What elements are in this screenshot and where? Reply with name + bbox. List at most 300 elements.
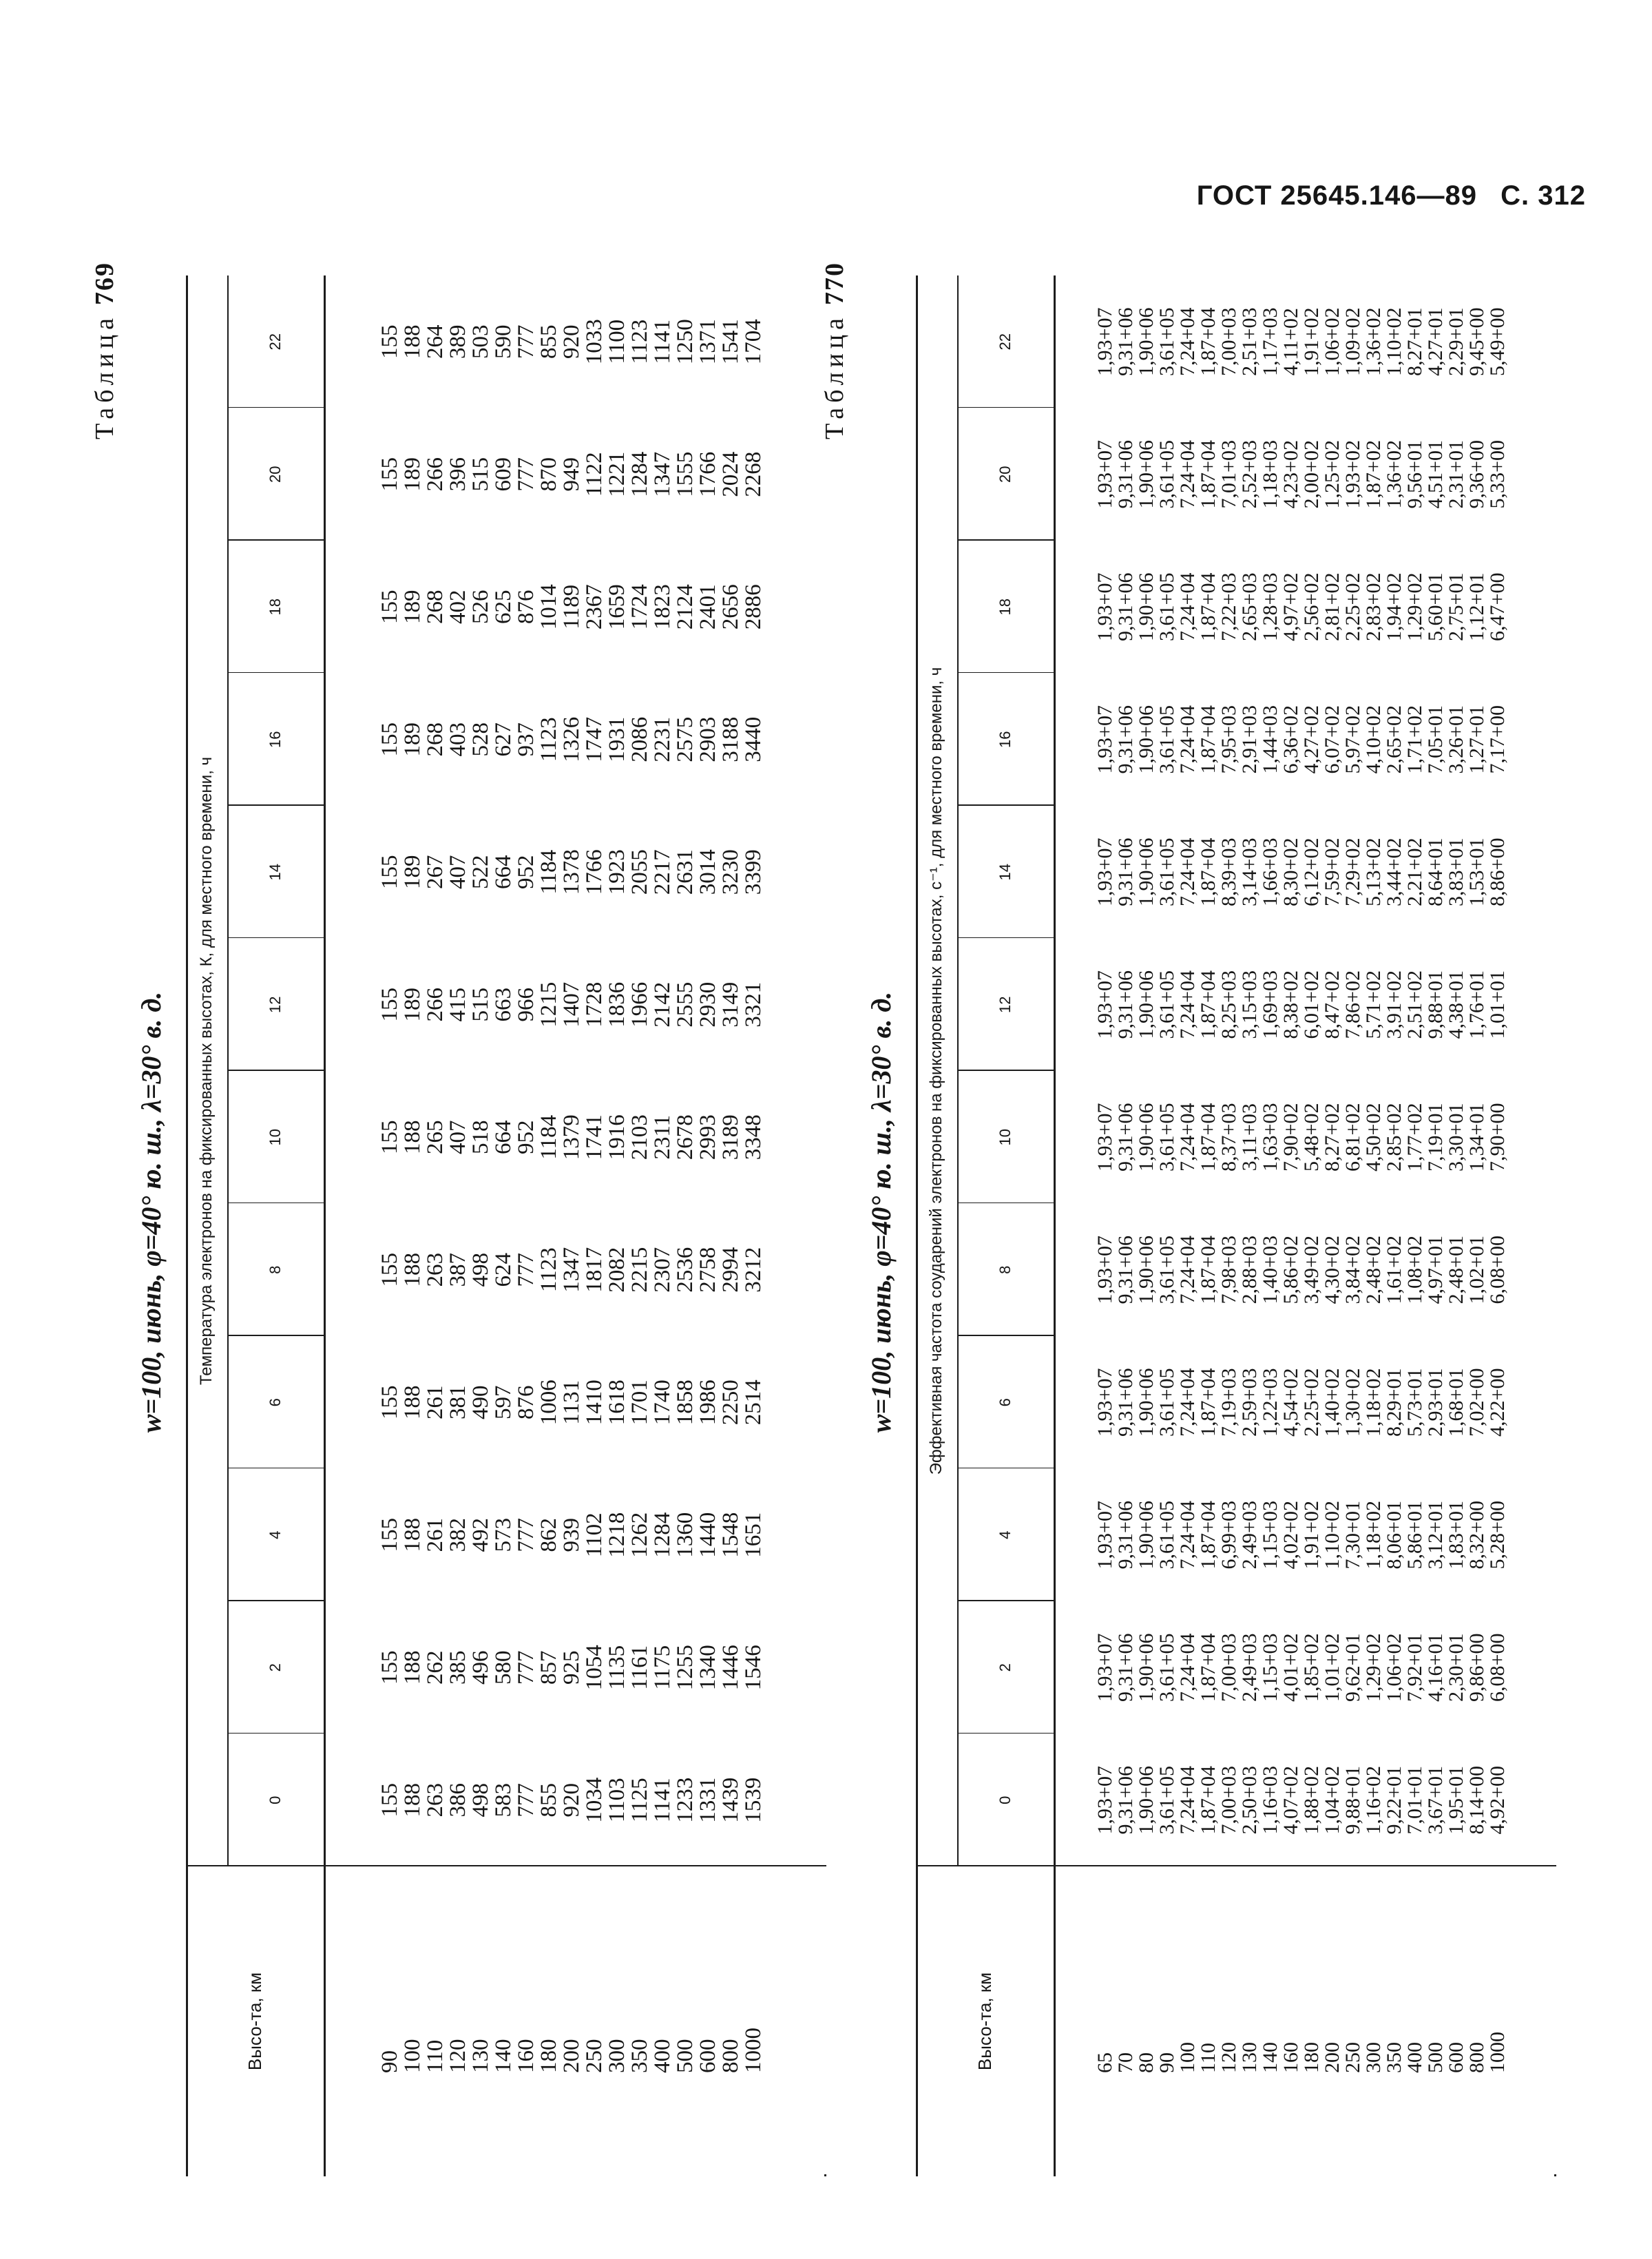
height-cell: 300 [1362,2042,1385,2073]
value-cell: 3014 [695,849,720,895]
value-cell: 1651 [740,1512,766,1558]
height-cell: 160 [513,2039,539,2073]
value-cell: 8,06+01 [1383,1501,1405,1570]
value-cell: 1,18+02 [1362,1368,1385,1437]
value-cell: 4,30+02 [1321,1236,1343,1304]
value-cell: 1,10+02 [1383,307,1405,376]
value-cell: 407 [445,855,470,889]
value-cell: 1546 [740,1645,766,1691]
value-cell: 155 [377,1253,402,1287]
height-cell: 65 [1094,2052,1116,2073]
value-cell: 3,14+03 [1238,837,1261,906]
hour-header: 2 [266,1663,284,1672]
value-cell: 1378 [558,849,584,895]
value-cell: 1221 [604,451,629,497]
value-cell: 9,31+06 [1114,440,1137,509]
value-cell: 4,92+00 [1486,1766,1509,1835]
value-cell: 1347 [558,1247,584,1293]
value-cell: 2656 [718,584,743,630]
value-cell: 9,31+06 [1114,837,1137,906]
value-cell: 9,36+00 [1465,440,1488,509]
value-cell: 407 [445,1120,470,1154]
hour-header: 12 [996,996,1014,1013]
value-cell: 7,86+02 [1341,970,1364,1039]
hour-header: 6 [996,1398,1014,1407]
value-cell: 1,40+03 [1259,1236,1282,1304]
value-cell: 7,00+03 [1217,307,1240,376]
value-cell: 2024 [718,451,743,497]
value-cell: 1,93+07 [1094,1236,1116,1304]
value-cell: 920 [558,324,584,359]
value-cell: 1704 [740,319,766,365]
value-cell: 155 [377,722,402,757]
value-cell: 4,27+01 [1424,307,1447,376]
value-cell: 3,61+05 [1156,1103,1178,1172]
value-cell: 3,26+01 [1445,705,1467,774]
value-cell: 266 [422,457,448,492]
value-cell: 1,87+04 [1197,1368,1220,1437]
value-cell: 1,90+06 [1135,837,1158,906]
value-cell: 9,31+06 [1114,1501,1137,1570]
value-cell: 3,12+01 [1424,1501,1447,1570]
value-cell: 1262 [627,1512,652,1558]
value-cell: 1184 [536,1114,561,1160]
value-cell: 2086 [627,716,652,762]
value-cell: 9,88+01 [1424,970,1447,1039]
value-cell: 1724 [627,584,652,630]
value-cell: 6,08+00 [1486,1633,1509,1702]
value-cell: 3,61+05 [1156,970,1178,1039]
value-cell: 7,92+01 [1403,1633,1426,1702]
value-cell: 3,61+05 [1156,1236,1178,1304]
value-cell: 1,87+04 [1197,440,1220,509]
value-cell: 528 [468,722,493,757]
value-cell: 8,27+02 [1321,1103,1343,1172]
value-cell: 5,86+02 [1279,1236,1302,1304]
value-cell: 515 [468,988,493,1022]
value-cell: 1,93+07 [1094,705,1116,774]
value-cell: 3,61+05 [1156,837,1178,906]
hour-header: 16 [996,731,1014,748]
value-cell: 402 [445,590,470,624]
value-cell: 518 [468,1120,493,1154]
value-cell: 266 [422,988,448,1022]
value-cell: 4,27+02 [1300,705,1323,774]
height-cell: 120 [445,2039,470,2073]
value-cell: 1,90+06 [1135,440,1158,509]
value-cell: 1747 [581,716,607,762]
value-cell: 155 [377,1120,402,1154]
value-cell: 925 [558,1650,584,1685]
value-cell: 583 [490,1783,516,1818]
page-number: С. 312 [1501,180,1586,211]
height-cell: 1000 [740,2028,766,2073]
value-cell: 3,11+03 [1238,1103,1261,1172]
value-cell: 1,30+02 [1341,1368,1364,1437]
value-cell: 268 [422,722,448,757]
hour-header: 18 [996,598,1014,616]
value-cell: 1,61+02 [1383,1236,1405,1304]
value-cell: 1,87+04 [1197,307,1220,376]
value-cell: 498 [468,1783,493,1818]
value-cell: 2,52+03 [1238,440,1261,509]
value-cell: 1,36+02 [1383,440,1405,509]
value-column [331,275,813,408]
value-column [331,939,813,1072]
value-cell: 7,24+04 [1176,1368,1199,1437]
value-cell: 1,93+07 [1094,440,1116,509]
value-column [1060,1601,1543,1734]
value-cell: 3188 [718,716,743,762]
value-cell: 2,31+01 [1445,440,1467,509]
value-cell: 2,51+03 [1238,307,1261,376]
value-cell: 1,16+02 [1362,1766,1385,1835]
value-cell: 609 [490,457,516,492]
value-cell: 6,81+02 [1341,1103,1364,1172]
value-cell: 2678 [672,1114,698,1160]
value-cell: 3,67+01 [1424,1766,1447,1835]
height-cell: 130 [468,2039,493,2073]
value-cell: 2,21+02 [1403,837,1426,906]
height-cell: 1000 [1486,2032,1509,2073]
value-cell: 9,31+06 [1114,1368,1137,1437]
value-cell: 3,61+05 [1156,1501,1178,1570]
value-cell: 9,31+06 [1114,1633,1137,1702]
value-cell: 3,30+01 [1445,1103,1467,1172]
value-cell: 1,29+02 [1362,1633,1385,1702]
value-cell: 1,77+02 [1403,1103,1426,1172]
value-column [1060,1071,1543,1204]
value-cell: 1,12+01 [1465,572,1488,641]
value-cell: 2,83+02 [1362,572,1385,641]
value-cell: 403 [445,722,470,757]
value-cell: 1331 [695,1777,720,1823]
value-cell: 263 [422,1783,448,1818]
value-cell: 7,24+04 [1176,1236,1199,1304]
value-cell: 4,97+01 [1424,1236,1447,1304]
value-cell: 1,90+06 [1135,1368,1158,1437]
value-cell: 1250 [672,319,698,365]
value-cell: 3149 [718,981,743,1028]
value-cell: 3,61+05 [1156,1368,1178,1437]
value-cell: 1916 [604,1114,629,1160]
standard-code: ГОСТ 25645.146—89 [1196,180,1478,211]
rule-line [1054,275,1056,2176]
value-cell: 1,44+03 [1259,705,1282,774]
height-cell: 500 [1424,2042,1447,2073]
value-cell: 1135 [604,1645,629,1690]
value-cell: 4,10+02 [1362,705,1385,774]
value-cell: 2575 [672,716,698,762]
value-cell: 2536 [672,1247,698,1293]
value-cell: 155 [377,457,402,492]
hour-header: 2 [996,1663,1014,1672]
value-cell: 189 [399,590,425,624]
value-cell: 1,04+02 [1321,1766,1343,1835]
value-cell: 590 [490,324,516,359]
value-cell: 267 [422,855,448,889]
value-cell: 2514 [740,1380,766,1426]
value-cell: 4,16+01 [1424,1633,1447,1702]
table-769-sheet [90,248,826,2176]
value-cell: 1,93+07 [1094,572,1116,641]
value-cell: 7,24+04 [1176,1766,1199,1835]
value-cell: 1,85+02 [1300,1633,1323,1702]
value-cell: 7,98+03 [1217,1236,1240,1304]
value-cell: 3,61+05 [1156,572,1178,641]
value-cell: 389 [445,324,470,359]
value-cell: 2631 [672,849,698,895]
value-cell: 1033 [581,319,607,365]
value-cell: 8,27+01 [1403,307,1426,376]
height-cell: 110 [422,2039,448,2073]
value-cell: 1407 [558,981,584,1028]
value-cell: 1439 [718,1777,743,1823]
value-cell: 2401 [695,584,720,630]
value-cell: 2886 [740,584,766,630]
stub-header [916,1866,1054,2176]
value-cell: 387 [445,1253,470,1287]
value-cell: 1555 [672,451,698,497]
value-cell: 4,51+01 [1424,440,1447,509]
value-cell: 8,25+03 [1217,970,1240,1039]
value-cell: 1,40+02 [1321,1368,1343,1437]
value-cell: 2,00+02 [1300,440,1323,509]
value-cell: 1,93+02 [1341,440,1364,509]
value-cell: 1923 [604,849,629,895]
value-cell: 1,90+06 [1135,1103,1158,1172]
value-cell: 189 [399,988,425,1022]
height-cell: 800 [718,2039,743,2073]
height-cell: 90 [377,2050,402,2073]
value-cell: 7,05+01 [1424,705,1447,774]
value-cell: 155 [377,1385,402,1419]
value-cell: 515 [468,457,493,492]
value-column [1060,1336,1543,1469]
hour-header: 0 [266,1795,284,1804]
value-cell: 2,88+03 [1238,1236,1261,1304]
value-cell: 1,87+04 [1197,1236,1220,1304]
height-cell: 200 [558,2039,584,2073]
value-cell: 7,17+00 [1486,705,1509,774]
value-column [331,1734,813,1867]
value-cell: 1,01+02 [1321,1633,1343,1702]
value-cell: 3,61+05 [1156,440,1178,509]
height-cell: 250 [1341,2042,1364,2073]
table-770-sheet [819,248,1556,2176]
value-cell: 8,29+01 [1383,1368,1405,1437]
table-number: Таблица769 [90,262,119,440]
value-cell: 264 [422,324,448,359]
height-cell: 800 [1465,2042,1488,2073]
value-cell: 1,90+06 [1135,307,1158,376]
value-cell: 2903 [695,716,720,762]
value-cell: 1,27+01 [1465,705,1488,774]
data-table [916,275,1556,2176]
value-cell: 188 [399,1783,425,1818]
hour-header: 0 [996,1795,1014,1804]
value-cell: 1034 [581,1777,607,1823]
value-cell: 1,16+03 [1259,1766,1282,1835]
value-cell: 261 [422,1385,448,1419]
value-cell: 188 [399,1385,425,1419]
value-cell: 155 [377,1650,402,1685]
value-cell: 1,91+02 [1300,307,1323,376]
value-cell: 155 [377,855,402,889]
value-cell: 1,63+03 [1259,1103,1282,1172]
value-cell: 1741 [581,1114,607,1160]
value-cell: 268 [422,590,448,624]
value-cell: 2,25+02 [1341,572,1364,641]
value-cell: 1,90+06 [1135,705,1158,774]
value-cell: 9,31+06 [1114,1766,1137,1835]
value-cell: 1,68+01 [1445,1368,1467,1437]
value-cell: 5,13+02 [1362,837,1385,906]
value-cell: 3189 [718,1114,743,1160]
value-cell: 7,30+01 [1341,1501,1364,1570]
value-cell: 1125 [627,1778,652,1823]
value-cell: 4,54+02 [1279,1368,1302,1437]
table-condition: w=100, июнь, φ=40° ю. ш., λ=30° в. д. [866,991,897,1433]
value-cell: 2250 [718,1380,743,1426]
value-cell: 1,18+02 [1362,1501,1385,1570]
value-cell: 2,75+01 [1445,572,1467,641]
value-cell: 8,32+00 [1465,1501,1488,1570]
value-cell: 8,14+00 [1465,1766,1488,1835]
value-cell: 2994 [718,1247,743,1293]
height-cell: 120 [1217,2042,1240,2073]
value-cell: 6,12+02 [1300,837,1323,906]
value-cell: 1,93+07 [1094,837,1116,906]
value-cell: 263 [422,1253,448,1287]
value-cell: 5,73+01 [1403,1368,1426,1437]
hour-header: 6 [266,1398,284,1407]
value-cell: 2,50+03 [1238,1766,1261,1835]
height-column [331,1935,813,2073]
value-column [331,674,813,806]
value-cell: 627 [490,722,516,757]
value-cell: 1446 [718,1645,743,1691]
value-cell: 1,90+06 [1135,572,1158,641]
value-cell: 7,01+03 [1217,440,1240,509]
value-cell: 1,10+02 [1321,1501,1343,1570]
height-cell: 600 [1445,2042,1467,2073]
value-cell: 3230 [718,849,743,895]
value-cell: 7,24+04 [1176,1501,1199,1570]
hour-header: 4 [266,1530,284,1539]
value-cell: 625 [490,590,516,624]
hour-header: 20 [266,466,284,483]
value-cell: 1,88+02 [1300,1766,1323,1835]
value-cell: 9,31+06 [1114,1236,1137,1304]
value-cell: 920 [558,1783,584,1818]
value-cell: 2307 [649,1247,675,1293]
stub-header-line: Высо- [974,2020,995,2071]
value-cell: 9,31+06 [1114,705,1137,774]
value-cell: 2217 [649,849,675,895]
value-cell: 1836 [604,981,629,1028]
value-column [1060,939,1543,1072]
value-cell: 5,86+01 [1403,1501,1426,1570]
value-column [1060,1204,1543,1337]
value-cell: 382 [445,1518,470,1552]
hour-header: 10 [996,1129,1014,1146]
height-cell: 140 [1259,2042,1282,2073]
table-title: Температура электронов на фиксированных высотах, К, для местного времени, ч [197,756,216,1386]
table-title: Эффективная частота соударений электронов на фиксированных высотах, с⁻¹, для местного времени, ч [927,667,945,1475]
value-cell: 1,90+06 [1135,970,1158,1039]
value-cell: 1,87+04 [1197,837,1220,906]
value-cell: 4,38+01 [1445,970,1467,1039]
value-cell: 777 [513,1783,539,1818]
hour-header: 14 [996,864,1014,881]
value-cell: 1,90+06 [1135,1766,1158,1835]
value-cell: 862 [536,1518,561,1552]
value-cell: 6,01+02 [1300,970,1323,1039]
value-cell: 3,84+02 [1341,1236,1364,1304]
value-cell: 1,91+02 [1300,1501,1323,1570]
value-cell: 2,48+02 [1362,1236,1385,1304]
value-cell: 189 [399,722,425,757]
value-cell: 5,33+00 [1486,440,1509,509]
value-cell: 261 [422,1518,448,1552]
value-cell: 7,90+02 [1279,1103,1302,1172]
value-cell: 949 [558,457,584,492]
value-cell: 1931 [604,716,629,762]
value-cell: 9,62+01 [1341,1633,1364,1702]
value-cell: 1,66+03 [1259,837,1282,906]
value-cell: 4,01+02 [1279,1633,1302,1702]
height-cell: 180 [536,2039,561,2073]
value-column [331,1601,813,1734]
value-cell: 1,90+06 [1135,1633,1158,1702]
value-cell: 1618 [604,1380,629,1426]
value-cell: 1141 [649,1778,675,1823]
value-cell: 1440 [695,1512,720,1558]
value-cell: 2,91+03 [1238,705,1261,774]
value-column [1060,408,1543,541]
stub-header-line: та, км [244,1972,265,2021]
value-cell: 189 [399,457,425,492]
value-cell: 8,30+02 [1279,837,1302,906]
hour-header: 12 [266,996,284,1013]
value-cell: 876 [513,1385,539,1419]
value-cell: 664 [490,855,516,889]
value-cell: 1,93+07 [1094,307,1116,376]
height-cell: 200 [1321,2042,1343,2073]
table-number: Таблица770 [820,262,849,440]
value-cell: 188 [399,1518,425,1552]
value-cell: 7,24+04 [1176,705,1199,774]
value-cell: 9,31+06 [1114,970,1137,1039]
value-cell: 189 [399,855,425,889]
value-cell: 2,30+01 [1445,1633,1467,1702]
value-cell: 573 [490,1518,516,1552]
value-cell: 3348 [740,1114,766,1160]
value-cell: 5,60+01 [1424,572,1447,641]
value-cell: 1,93+07 [1094,1368,1116,1437]
value-cell: 1215 [536,981,561,1028]
value-cell: 2,49+03 [1238,1633,1261,1702]
value-cell: 777 [513,1253,539,1287]
value-cell: 6,99+03 [1217,1501,1240,1570]
value-cell: 6,36+02 [1279,705,1302,774]
height-column [1060,1935,1543,2073]
value-cell: 1,22+03 [1259,1368,1282,1437]
value-cell: 1,93+07 [1094,1633,1116,1702]
value-cell: 966 [513,988,539,1022]
value-cell: 496 [468,1650,493,1685]
